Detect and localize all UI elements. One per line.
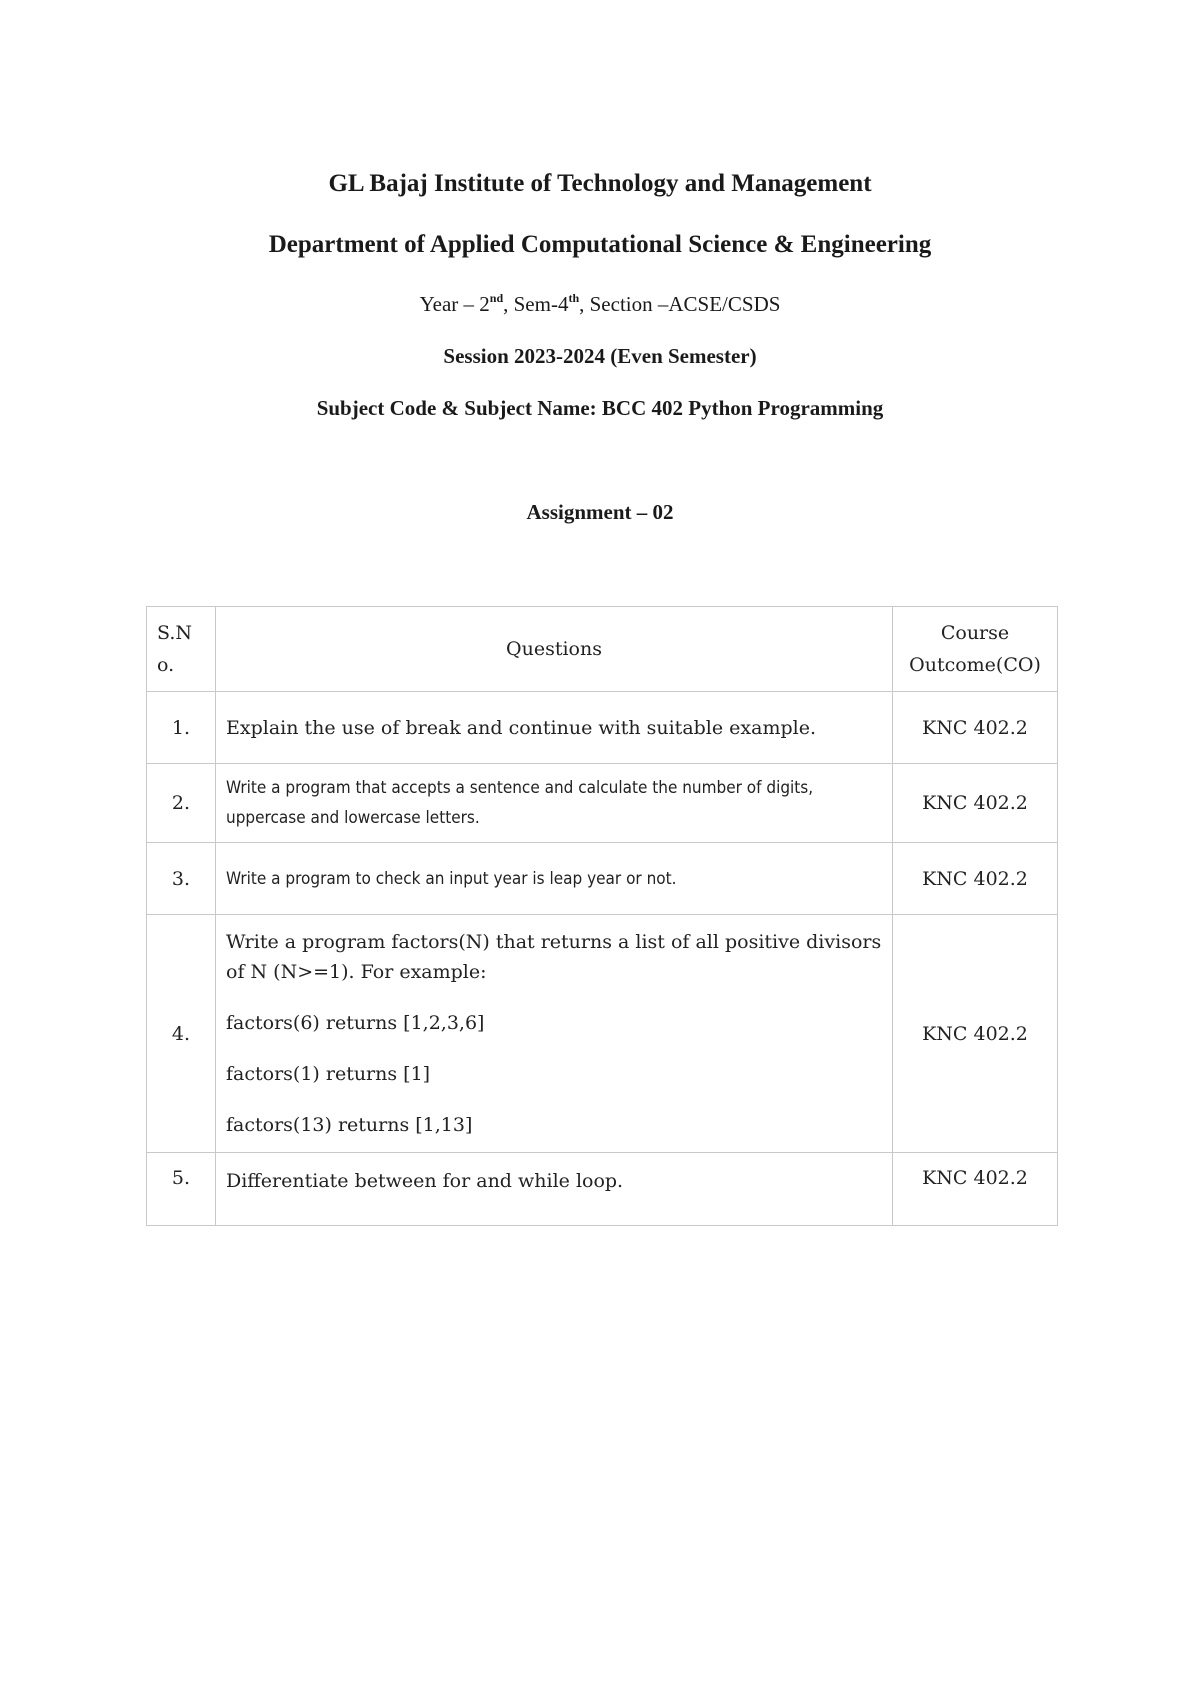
row-co: KNC 402.2 bbox=[893, 692, 1058, 764]
example-line: factors(6) returns [1,2,3,6] bbox=[226, 1012, 485, 1034]
example-line: factors(1) returns [1] bbox=[226, 1063, 431, 1085]
sno-header-line1: S.N bbox=[157, 622, 193, 644]
row-question: Differentiate between for and while loop. bbox=[216, 1153, 893, 1226]
row-co: KNC 402.2 bbox=[893, 764, 1058, 843]
assignment-title: Assignment – 02 bbox=[526, 500, 674, 524]
row-co: KNC 402.2 bbox=[893, 1153, 1058, 1226]
row-question: Write a program to check an input year is leap year or not. bbox=[216, 843, 893, 915]
year-semester-section-line bbox=[0, 292, 1200, 317]
semester-suffix: th bbox=[568, 291, 580, 305]
table-row bbox=[147, 1153, 1058, 1226]
table-row bbox=[147, 764, 1058, 843]
row-sno: 5. bbox=[147, 1153, 216, 1226]
semester-label: , Sem-4 bbox=[503, 292, 569, 316]
row-co: KNC 402.2 bbox=[893, 915, 1058, 1153]
example-line: factors(13) returns [1,13] bbox=[226, 1114, 473, 1136]
row-sno: 2. bbox=[147, 764, 216, 843]
co-header-line1: Course bbox=[940, 622, 1010, 644]
questions-table bbox=[146, 606, 1058, 1226]
questions-header: Questions bbox=[216, 607, 893, 692]
year-label: Year – 2 bbox=[419, 292, 490, 316]
table-row bbox=[147, 843, 1058, 915]
row-co: KNC 402.2 bbox=[893, 843, 1058, 915]
institute-name: GL Bajaj Institute of Technology and Management bbox=[328, 170, 872, 197]
row-question: Explain the use of break and continue with suitable example. bbox=[216, 692, 893, 764]
row-sno: 1. bbox=[147, 692, 216, 764]
table-row bbox=[147, 692, 1058, 764]
section-label: , Section –ACSE/CSDS bbox=[579, 292, 781, 316]
sno-header bbox=[147, 607, 216, 692]
subject-line: Subject Code & Subject Name: BCC 402 Python Programming bbox=[316, 396, 884, 420]
table-row bbox=[147, 915, 1058, 1153]
co-header-line2: Outcome(CO) bbox=[909, 654, 1041, 676]
row-question bbox=[216, 915, 893, 1153]
session-line: Session 2023-2024 (Even Semester) bbox=[443, 344, 757, 368]
department-name: Department of Applied Computational Science & Engineering bbox=[268, 231, 932, 258]
year-suffix: nd bbox=[489, 291, 504, 305]
row-sno: 4. bbox=[147, 915, 216, 1153]
row-sno: 3. bbox=[147, 843, 216, 915]
row-question: Write a program that accepts a sentence and calculate the number of digits, uppercase and lowercase letters. bbox=[216, 764, 893, 843]
co-header bbox=[893, 607, 1058, 692]
question-text: Write a program factors(N) that returns a list of all positive divisors of N (N>=1). For example: bbox=[226, 931, 882, 983]
table-header-row bbox=[147, 607, 1058, 692]
sno-header-line2: o. bbox=[157, 654, 175, 676]
